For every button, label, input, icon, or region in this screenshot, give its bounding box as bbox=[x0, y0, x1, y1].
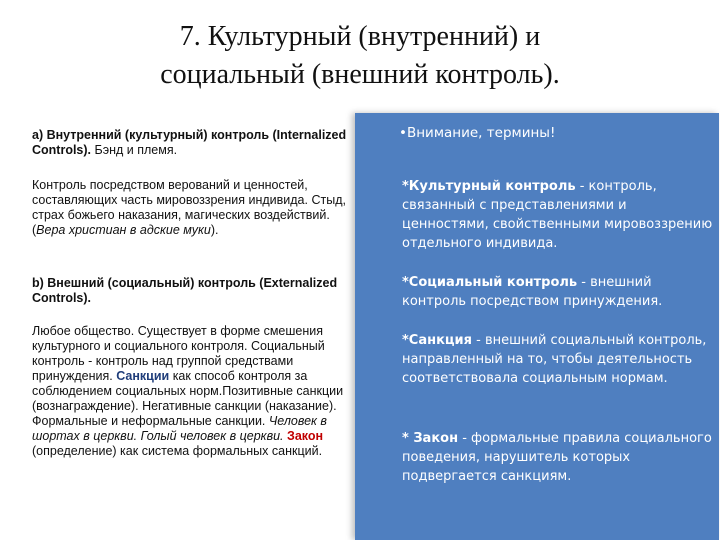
law-term: Закон bbox=[283, 429, 324, 443]
external-control-text-1: Любое общество. Существует в форме смешения культурного и социального контроля. Социальный контроль - контроль над группой средствами принуждения. bbox=[32, 324, 325, 383]
sanctions-term: Санкции bbox=[116, 369, 170, 383]
terms-heading: •Внимание, термины! bbox=[399, 125, 556, 141]
external-control-text-2: как способ контроля за соблюдением социальных норм.Позитивные санкции (вознаграждение). Негативные санкции (наказание). Формальные и неформальные санкции. bbox=[32, 369, 344, 428]
terms-panel bbox=[355, 113, 719, 540]
external-control-heading: b) Внешний (социальный) контроль (Externalized Controls). bbox=[32, 276, 338, 305]
internal-control-example: Вера христиан в адские муки bbox=[36, 223, 211, 237]
term-law-name: * Закон bbox=[402, 431, 459, 446]
term-social-control bbox=[368, 273, 713, 311]
internal-control-heading bbox=[32, 128, 352, 158]
slide-title bbox=[60, 18, 660, 94]
internal-control-close: ). bbox=[210, 223, 219, 237]
internal-control-text: Контроль посредством верований и ценностей, составляющих часть мировоззрения индивида. Стыд, страх божьего наказания, магических воздействий. ( bbox=[32, 178, 346, 237]
term-sanction bbox=[368, 331, 713, 388]
term-cultural-control bbox=[368, 177, 713, 253]
slide-title-line-1: 7. Культурный (внутренний) и bbox=[179, 21, 541, 52]
term-sanction-name: *Санкция bbox=[402, 333, 473, 348]
internal-control-heading-rest: Бэнд и племя. bbox=[91, 143, 178, 157]
term-cultural-control-def: - контроль, связанный с представлениями и ценностями, свойственными мировоззрению отдельного индивида. bbox=[402, 179, 713, 251]
term-cultural-control-name: *Культурный контроль bbox=[402, 179, 576, 194]
term-social-control-name: *Социальный контроль bbox=[402, 275, 578, 290]
slide-title-line-2: социальный (внешний контроль). bbox=[160, 59, 560, 90]
internal-control-description bbox=[32, 178, 352, 238]
external-control-text-3: (определение) как система формальных санкций. bbox=[32, 444, 323, 458]
external-control-description bbox=[32, 324, 352, 459]
term-sanction-def: - внешний социальный контроль, направленный на то, чтобы деятельность соответствовала социальным нормам. bbox=[402, 333, 707, 386]
term-law-def: - формальные правила социального поведения, нарушитель которых подвергается санкциям. bbox=[402, 431, 712, 484]
term-social-control-def: - внешний контроль посредством принуждения. bbox=[402, 275, 663, 309]
church-example: Человек в шортах в церкви. Голый человек в церкви. bbox=[32, 414, 327, 443]
internal-control-heading-bold: а) Внутренний (культурный) контроль (Internalized Controls). bbox=[32, 128, 347, 157]
term-law bbox=[368, 429, 713, 486]
